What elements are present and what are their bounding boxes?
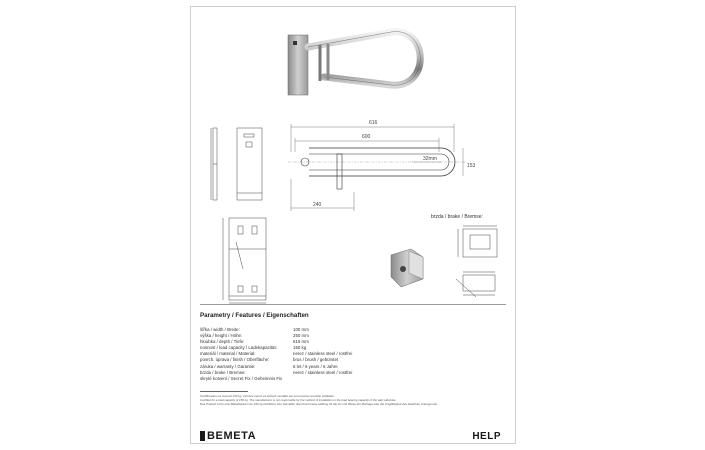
brake-label: brzda / brake / Bremse: [431, 214, 483, 220]
param-label: výška / height / Höhe: [200, 333, 243, 339]
param-label: šířka / width / Breite: [200, 327, 240, 332]
parameters-title: Parametry / Features / Eigenschaften [200, 312, 309, 319]
footnote-line: Certifikováno na nosnost 150 kg. Výrobce neručí za způsob montáže ani za únosnost nosného podkladu. [200, 394, 335, 398]
side-view-drawing [211, 128, 217, 200]
param-label: brzda / brake / Bremse: [200, 369, 246, 375]
wall-plate-detail-drawing [223, 218, 266, 303]
brake-render [391, 249, 423, 287]
footnote-line: Das Produkt ist für eine Belastbarkeit von 150 kg zertifiziert. Der Hersteller übernimmt keine Haftung für die Art und Weise der Montage oder die Tragfähigkeit des baulichen Untergrunds. [200, 401, 438, 406]
dimension-height: 153 [467, 163, 476, 169]
param-label: skryté kotvení / Secret Fix / Geheimnis Fix [200, 375, 283, 381]
param-label: materiál / material / Material: [200, 351, 256, 357]
param-value: 250 mm [293, 333, 309, 339]
param-label: záruka / warranty / Garantie: [200, 363, 256, 369]
footnote-line: Certified for a load capacity of 150 kg. The manufacturer is not responsible for the method of installation or the load bearing capacity of the wall substrate. [200, 397, 397, 402]
param-value: 150 kg [293, 345, 307, 351]
top-view-drawing [288, 124, 466, 211]
dimension-tube-diameter: 32mm [423, 156, 437, 162]
brand-name: BEMETA [207, 430, 257, 442]
section-divider [200, 304, 506, 305]
wall-plate-front-drawing [237, 128, 262, 200]
dimension-inner-length: 600 [362, 134, 371, 140]
param-label: hloubka / depth / Tiefe: [200, 339, 245, 345]
product-render [288, 32, 420, 95]
param-row [200, 376, 352, 382]
brake-front-drawing [458, 226, 497, 257]
product-series: HELP [472, 431, 501, 442]
technical-drawings [191, 7, 517, 307]
certification-footnote [200, 395, 512, 406]
dimension-hinge-offset: 240 [313, 202, 322, 208]
param-value: nerez / stainless steel / rostfrei [293, 351, 353, 357]
dimension-overall-length: 616 [369, 120, 378, 126]
brake-side-drawing [456, 272, 495, 297]
param-value: brus / brush / gebürstet [293, 357, 339, 363]
param-value: 100 mm [293, 327, 309, 332]
param-value: nerez / stainless steel / rostfrei [293, 369, 353, 375]
parameters-table [200, 327, 352, 382]
datasheet-page [190, 6, 516, 444]
param-label: nosnost / load capacity / Ladekapazität: [200, 345, 277, 351]
param-label: povrch. úprava / finish / Oberfläche: [200, 357, 270, 363]
param-value: 6 let / 6 years / 6 Jahre [293, 363, 338, 369]
footnote-divider [200, 391, 248, 392]
brand-mark-icon [200, 431, 205, 441]
brand-logo [200, 430, 256, 442]
param-value: 616 mm [293, 339, 309, 345]
